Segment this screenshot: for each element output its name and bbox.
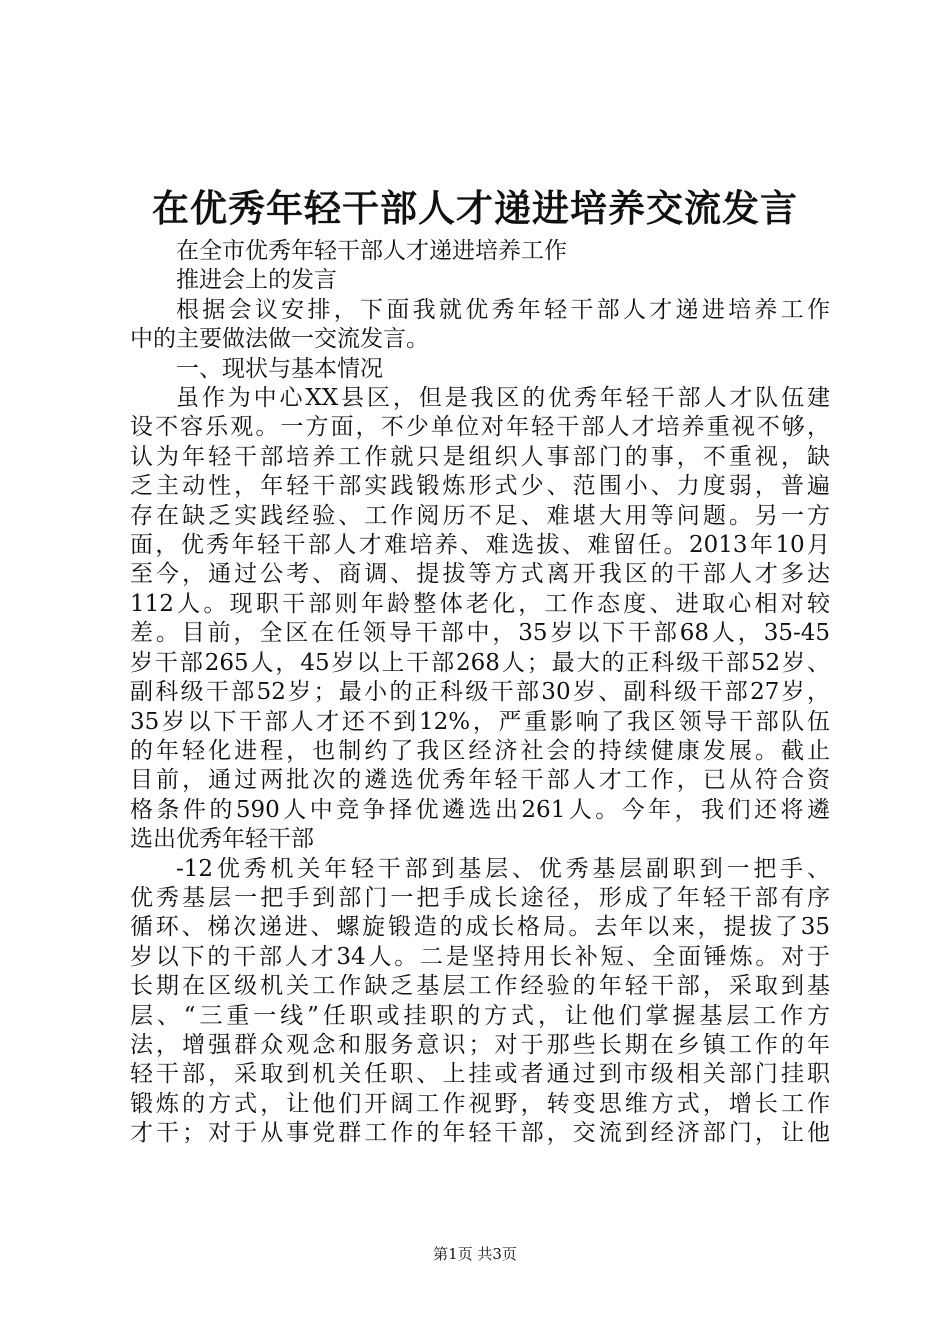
page-number: 第1页 共3页 bbox=[433, 1245, 517, 1263]
paragraph-intro bbox=[130, 296, 830, 355]
text-line: 岁干部265人，45岁以上干部268人；最大的正科级干部52岁、 bbox=[130, 649, 830, 676]
text-line: 设不容乐观。一方面，不少单位对年轻干部人才培养重视不够， bbox=[130, 414, 830, 441]
text-line: 格条件的590人中竞争择优遴选出261人。今年，我们还将遴 bbox=[130, 796, 830, 823]
text-line: 的年轻化进程，也制约了我区经济社会的持续健康发展。截止 bbox=[130, 737, 830, 764]
text-line: 存在缺乏实践经验、工作阅历不足、难堪大用等问题。另一方 bbox=[130, 502, 830, 529]
text-line: 副科级干部52岁；最小的正科级干部30岁、副科级干部27岁， bbox=[130, 679, 830, 706]
section-heading bbox=[130, 355, 830, 384]
text-line: 认为年轻干部培养工作就只是组织人事部门的事，不重视，缺 bbox=[130, 443, 830, 470]
text-line: 35岁以下干部人才还不到12%，严重影响了我区领导干部队伍 bbox=[130, 708, 830, 735]
text-line: 循环、梯次递进、螺旋锻造的成长格局。去年以来，提拔了35 bbox=[130, 914, 830, 941]
section-heading-text: 一、现状与基本情况 bbox=[176, 355, 383, 382]
text-line: 差。目前，全区在任领导干部中，35岁以下干部68人，35-45 bbox=[130, 620, 830, 647]
text-line: 轻干部，采取到机关任职、上挂或者通过到市级相关部门挂职 bbox=[130, 1061, 830, 1088]
paragraph-status bbox=[130, 384, 830, 855]
paragraph-measures bbox=[130, 855, 830, 1149]
text-line: 乏主动性，年轻干部实践锻炼形式少、范围小、力度弱，普遍 bbox=[130, 473, 830, 500]
text-line: 长期在区级机关工作缺乏基层工作经验的年轻干部，采取到基 bbox=[130, 973, 830, 1000]
text-line: 中的主要做法做一交流发言。 bbox=[130, 326, 429, 353]
document-title: 在优秀年轻干部人才递进培养交流发言 bbox=[152, 186, 798, 230]
subtitle-line: 推进会上的发言 bbox=[176, 267, 337, 294]
text-line: -12优秀机关年轻干部到基层、优秀基层副职到一把手、 bbox=[176, 855, 830, 882]
text-line: 法，增强群众观念和服务意识；对于那些长期在乡镇工作的年 bbox=[130, 1031, 830, 1058]
text-line: 根据会议安排，下面我就优秀年轻干部人才递进培养工作 bbox=[176, 296, 830, 323]
subtitle bbox=[130, 237, 830, 296]
text-line: 选出优秀年轻干部 bbox=[130, 826, 314, 853]
subtitle-line: 在全市优秀年轻干部人才递进培养工作 bbox=[176, 238, 567, 264]
text-line: 优秀基层一把手到部门一把手成长途径，形成了年轻干部有序 bbox=[130, 884, 830, 911]
text-line: 层、“三重一线”任职或挂职的方式，让他们掌握基层工作方 bbox=[130, 1002, 830, 1029]
text-line: 至今，通过公考、商调、提拔等方式离开我区的干部人才多达 bbox=[130, 561, 830, 588]
text-line: 才干；对于从事党群工作的年轻干部，交流到经济部门，让他 bbox=[130, 1120, 830, 1147]
text-line: 岁以下的干部人才34人。二是坚持用长补短、全面锤炼。对于 bbox=[130, 943, 830, 970]
text-line: 虽作为中心XX县区，但是我区的优秀年轻干部人才队伍建 bbox=[176, 385, 830, 412]
text-line: 目前，通过两批次的遴选优秀年轻干部人才工作，已从符合资 bbox=[130, 767, 830, 794]
document-body bbox=[130, 237, 830, 1149]
text-line: 112人。现职干部则年龄整体老化，工作态度、进取心相对较 bbox=[130, 590, 830, 617]
text-line: 面，优秀年轻干部人才难培养、难选拔、难留任。2013年10月 bbox=[130, 532, 830, 559]
text-line: 锻炼的方式，让他们开阔工作视野，转变思维方式，增长工作 bbox=[130, 1090, 830, 1117]
